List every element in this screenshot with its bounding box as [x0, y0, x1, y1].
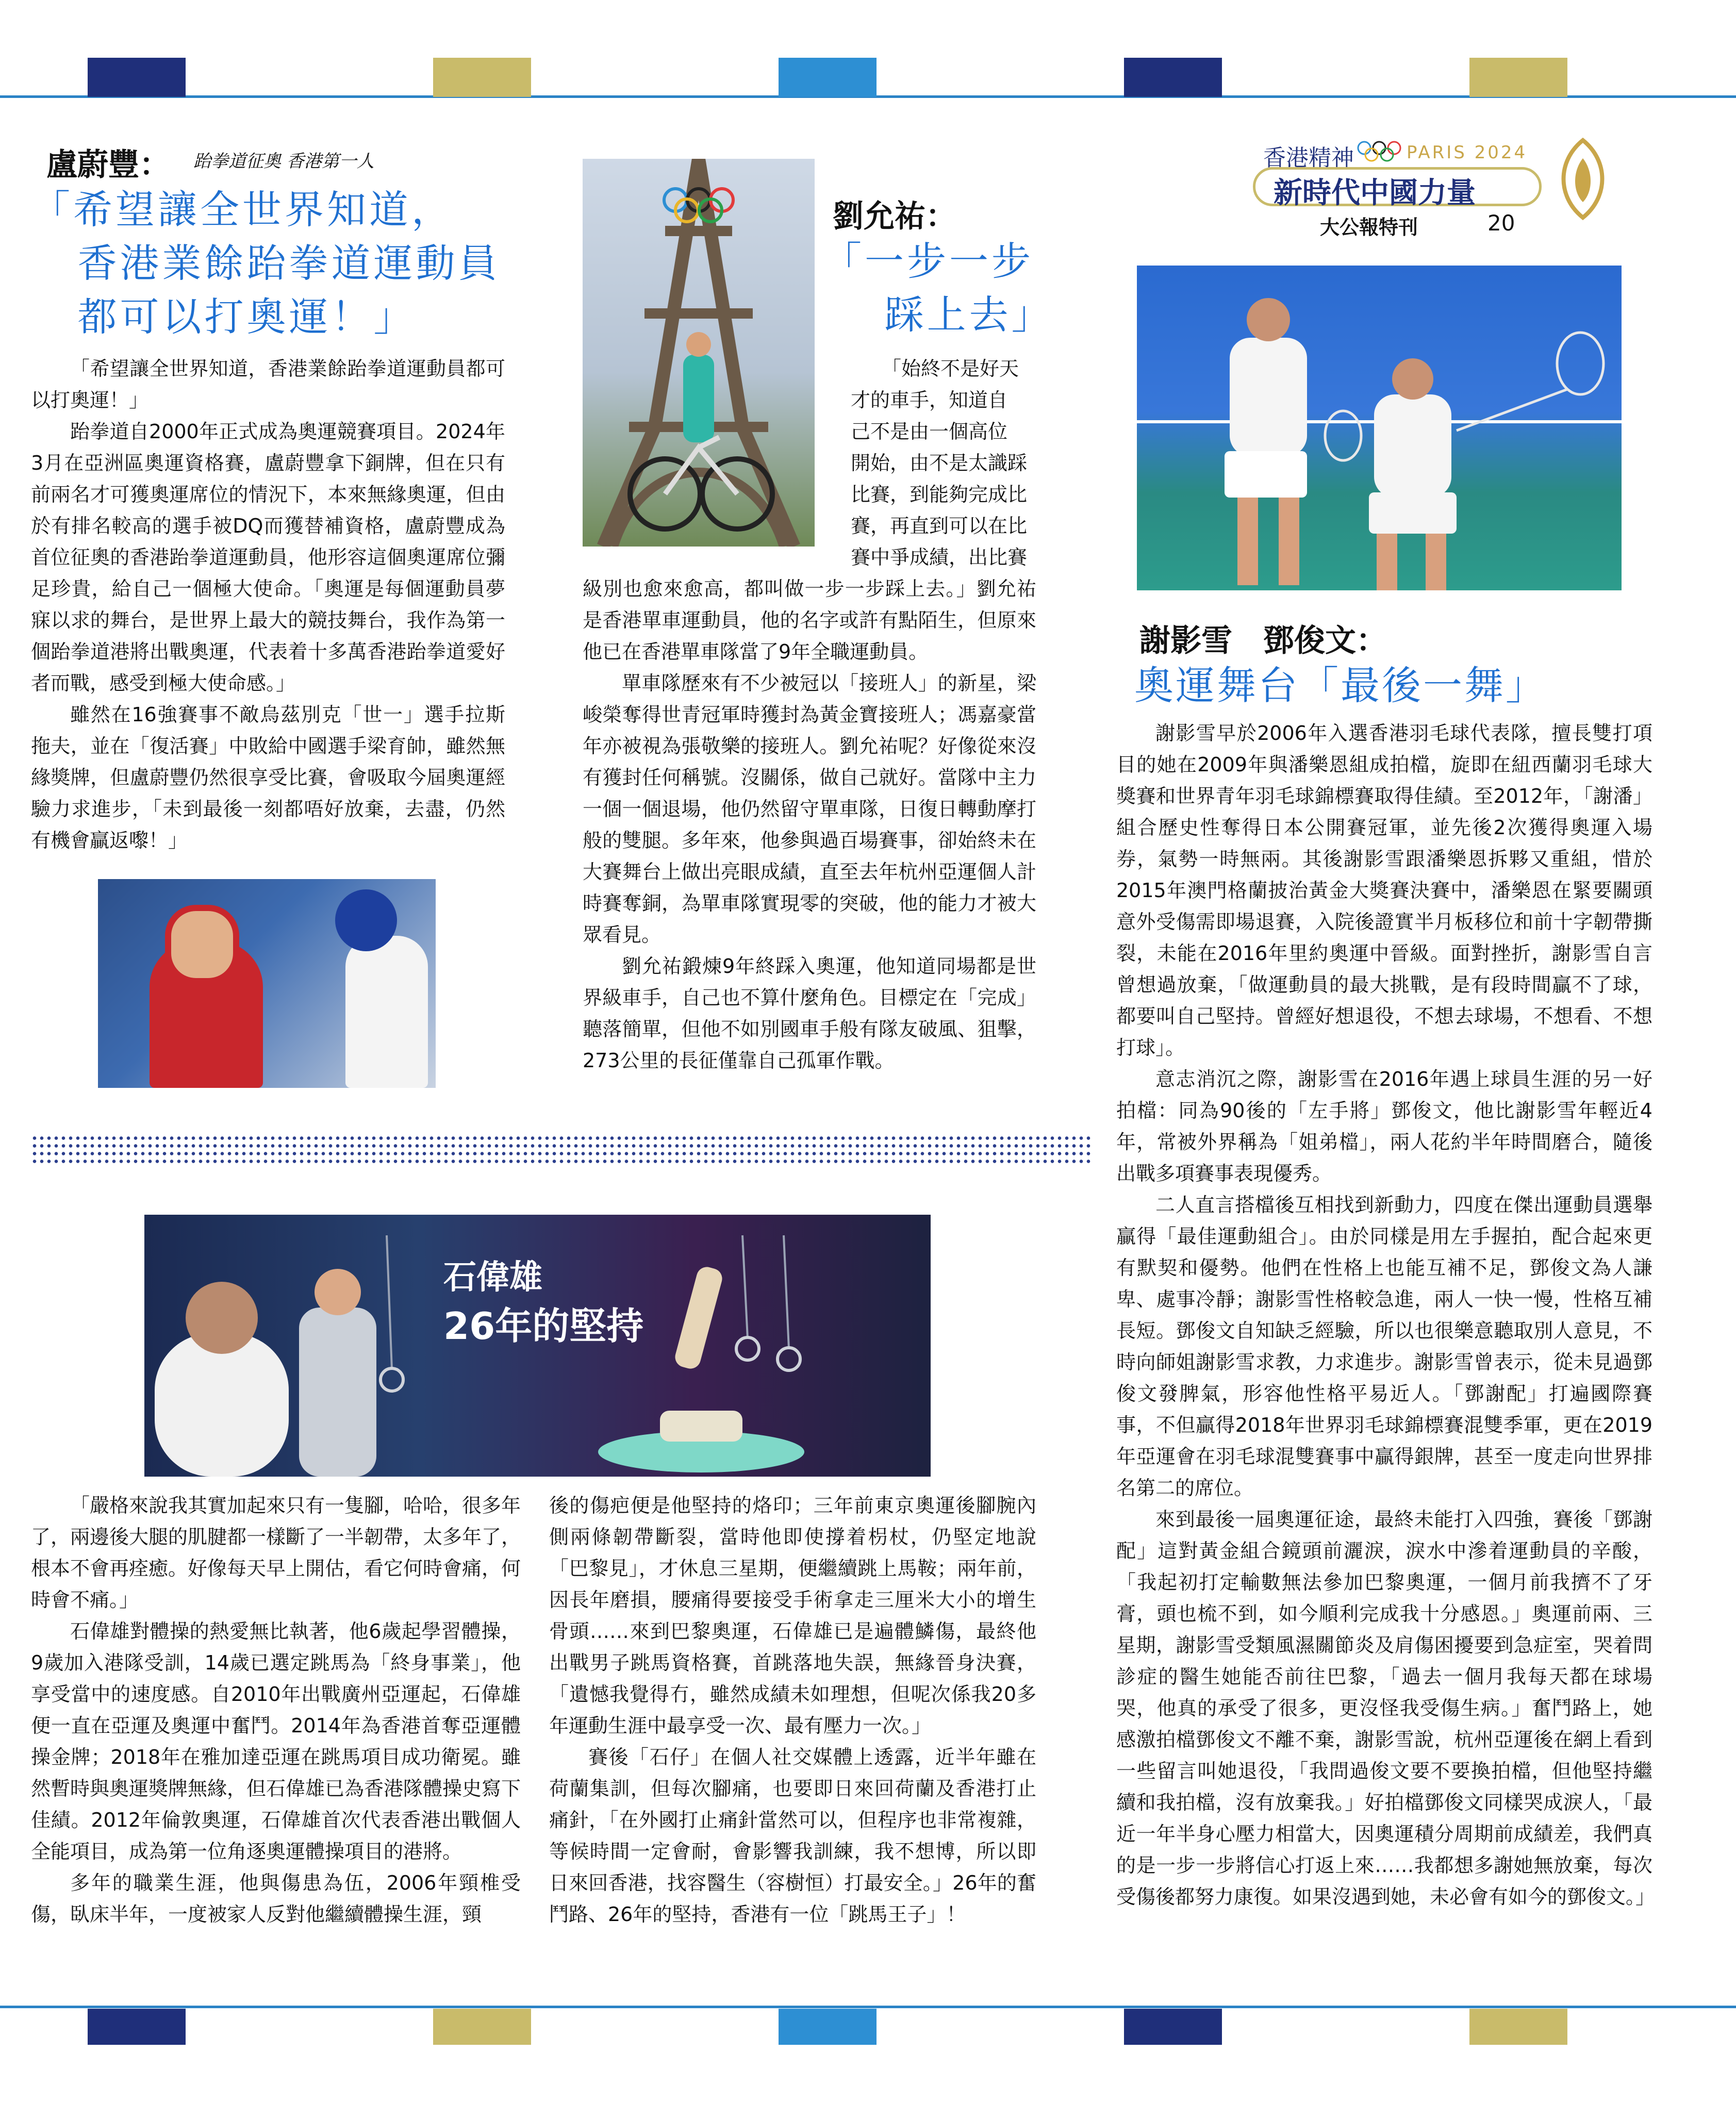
article-shek-paragraph: 賽後「石仔」在個人社交媒體上透露，近半年雖在荷蘭集訓，但每次腳痛，也要即日來回荷蘭及香港打止痛針，「在外國打止痛針當然可以，但程序也非常複雜，等候時間一定會耐，會影響我訓練，我不想博，所以即日來回香港，找容醫生（容樹恒）打最安全。」26年的奮鬥路、26年的堅持，香港有一位「跳馬王子」！ — [549, 1746, 1036, 1926]
article-shek-col1 — [31, 1490, 521, 1930]
publication-name: 大公報特刊 — [1320, 216, 1418, 239]
top-square — [433, 58, 531, 97]
paris-2024-flame-icon — [1547, 135, 1619, 223]
article-lo-subtitle: 跆拳道征奧 香港第一人 — [193, 151, 374, 172]
article-tse-paragraph: 來到最後一屆奧運征途，最終未能打入四強，賽後「鄧謝配」這對黃金組合鏡頭前灑淚，淚水中滲着運動員的辛酸，「我起初打定輸數無法參加巴黎奧運，一個月前我擠不了牙膏，頭也梳不到，如今順利完成我十分感恩。」奧運前兩、三星期，謝影雪受類風濕關節炎及肩傷困擾要到急症室，哭着問診症的醫生她能否前往巴黎，「過去一個月我每天都在球場哭，他真的承受了很多，更沒怪我受傷生病。」奮鬥路上，她感激拍檔鄧俊文不離不棄，謝影雪說，杭州亞運後在網上看到一些留言叫她退役，「我問過俊文要不要換拍檔，但他堅持繼續和我拍檔，沒有放棄我。」好拍檔鄧俊文同樣哭成淚人，「最近一年半身心壓力相當大，因奧運積分周期前成績差，我們真的是一步一步將信心打返上來……我都想多謝她無放棄，每次受傷後都努力康復。如果沒遇到她，未必會有如今的鄧俊文。」 — [1116, 1508, 1656, 1908]
bottom-square — [88, 2009, 186, 2045]
fighter-blue — [345, 936, 428, 1088]
article-lo-name: 盧蔚豐： — [46, 147, 170, 183]
article-lau-intro-line: 賽中爭成績，出比賽 — [851, 546, 1028, 569]
bottom-square — [779, 2009, 877, 2045]
article-shek-col2 — [549, 1490, 1036, 1930]
article-lo-paragraph: 雖然在16強賽事不敵烏茲別克「世一」選手拉斯拖夫，並在「復活賽」中敗給中國選手梁育帥，雖然無緣獎牌，但盧蔚豐仍然很享受比賽，會吸取今屆奧運經驗力求進步，「未到最後一刻都唔好放棄，去盡，仍然有機會贏返嚟！」 — [31, 703, 505, 852]
article-lau-intro-line: 才的車手，知道自 — [851, 389, 1008, 411]
masthead — [1253, 135, 1717, 249]
article-lo-paragraph: 「希望讓全世界知道，香港業餘跆拳道運動員都可以打奧運！」 — [31, 357, 505, 411]
article-tse-quote: 奧運舞台「最後一舞」 — [1134, 663, 1547, 708]
article-lo-quote: 「希望讓全世界知道， 香港業餘跆拳道運動員 都可以打奧運！」 — [31, 187, 501, 340]
article-lau-intro — [851, 353, 1036, 573]
bottom-square — [433, 2009, 531, 2045]
badminton-players-graphic — [1137, 266, 1622, 590]
article-lau-intro-line: 「始終不是好天 — [882, 357, 1019, 380]
article-tse-body — [1116, 718, 1656, 1913]
shek-banner-name: 石偉雄 — [443, 1258, 542, 1297]
taekwondo-photo — [98, 879, 436, 1088]
top-square — [88, 58, 186, 97]
bottom-rule — [0, 2006, 1736, 2008]
badminton-photo — [1137, 266, 1622, 590]
bottom-square — [1124, 2009, 1222, 2045]
eiffel-tower-cyclist-photo — [583, 159, 815, 547]
article-shek-paragraph: 後的傷疤便是他堅持的烙印；三年前東京奧運後腳腕內側兩條韌帶斷裂，當時他即使撐着枴杖，仍堅定地說「巴黎見」，才休息三星期，便繼續跳上馬鞍；兩年前，因長年磨損，腰痛得要接受手術拿走三厘米大小的增生骨頭……來到巴黎奧運，石偉雄已是遍體鱗傷，最終他出戰男子跳馬資格賽，首跳落地失誤，無緣晉身決賽，「遺憾我覺得冇，雖然成績未如理想，但呢次係我20多年運動生涯中最享受一次、最有壓力一次。」 — [549, 1494, 1036, 1737]
article-lau-paragraph: 級別也愈來愈高，都叫做一步一步踩上去。」劉允祐是香港單車運動員，他的名字或許有點陌生，但原來他已在香港單車隊當了9年全職運動員。 — [583, 577, 1036, 663]
article-tse-paragraph: 意志消沉之際，謝影雪在2016年遇上球員生涯的另一好拍檔：同為90後的「左手將」鄧俊文，他比謝影雪年輕近4年，常被外界稱為「姐弟檔」，兩人花約半年時間磨合，隨後出戰多項賽事表現優秀。 — [1116, 1068, 1652, 1185]
article-shek-paragraph: 石偉雄對體操的熱愛無比執著，他6歲起學習體操，9歲加入港隊受訓，14歲已選定跳馬為「終身事業」，他享受當中的速度感。自2010年出戰廣州亞運起，石偉雄便一直在亞運及奧運中奮鬥。2014年為香港首奪亞運體操金牌；2018年在雅加達亞運在跳馬項目成功衛冕。雖然暫時與奧運獎牌無緣，但石偉雄已為香港隊體操史寫下佳績。2012年倫敦奧運，石偉雄首次代表香港出戰個人全能項目，成為第一位角逐奧運體操項目的港將。 — [31, 1620, 521, 1863]
top-square — [1124, 58, 1222, 97]
article-lau-intro-line: 開始，由不是太識踩 — [851, 452, 1028, 474]
article-lau-paragraph: 單車隊歷來有不少被冠以「接班人」的新星，梁峻榮奪得世青冠軍時獲封為黃金寶接班人；馮嘉豪當年亦被視為張敬樂的接班人。劉允祐呢？好像從來沒有獲封任何稱號。沒關係，做自己就好。當隊中主力一個一個退場，他仍然留守單車隊，日復日轉動摩打般的雙腿。多年來，他參與過百場賽事，卻始終未在大賽舞台上做出亮眼成績，直至去年杭州亞運個人計時賽奪銅，為單車隊實現零的突破，他的能力才被大眾看見。 — [583, 672, 1036, 946]
article-lau-intro-line: 比賽，到能夠完成比 — [851, 483, 1028, 506]
article-tse-name: 謝影雪 鄧俊文： — [1139, 623, 1387, 659]
page-number: 20 — [1487, 210, 1515, 236]
article-lau-intro-line: 賽，再直到可以在比 — [851, 515, 1028, 537]
article-shek-paragraph: 「嚴格來說我其實加起來只有一隻腳，哈哈，很多年了，兩邊後大腿的肌腱都一樣斷了一半韌帶，太多年了，根本不會再痊癒。好像每天早上開估，看它何時會痛，何時會不痛。」 — [31, 1494, 521, 1611]
article-lau-body — [583, 573, 1036, 1077]
olympic-rings-icon — [1356, 140, 1402, 163]
shek-banner-title: 26年的堅持 — [443, 1304, 644, 1348]
article-tse-paragraph: 二人直言搭檔後互相找到新動力，四度在傑出運動員選舉贏得「最佳運動組合」。由於同樣是用左手握拍，配合起來更有默契和優勢。他們在性格上也能互補不足，鄧俊文為人謙卑、處事冷靜；謝影雪性格較急進，兩人一快一慢，性格互補長短。鄧俊文自知缺乏經驗，所以也很樂意聽取別人意見，不時向師姐謝影雪求教，力求進步。謝影雪曾表示，從未見過鄧俊文發脾氣，形容他性格平易近人。「鄧謝配」打遍國際賽事，不但贏得2018年世界羽毛球錦標賽混雙季軍，更在2019年亞運會在羽毛球混雙賽事中贏得銀牌，甚至一度走向世界排名第二的席位。 — [1116, 1194, 1652, 1499]
article-lau-paragraph: 劉允祐鍛煉9年終踩入奧運，他知道同場都是世界級車手，自己也不算什麼角色。目標定在「完成」聽落簡單，但他不如別國車手般有隊友破風、狙擊，273公里的長征僅靠自己孤軍作戰。 — [583, 955, 1036, 1072]
article-lo-paragraph: 跆拳道自2000年正式成為奧運競賽項目。2024年3月在亞洲區奧運資格賽，盧蔚豐拿下銅牌，但在只有前兩名才可獲奧運席位的情況下，本來無緣奧運，但由於有排名較高的選手被DQ而獲替補資格，盧蔚豐成為首位征奧的香港跆拳道運動員，他形容這個奧運席位彌足珍貴，給自己一個極大使命。「奧運是每個運動員夢寐以求的舞台，是世界上最大的競技舞台，我作為第一個跆拳道港將出戰奧運，代表着十多萬香港跆拳道愛好者而戰，感受到極大使命感。」 — [31, 420, 505, 694]
eiffel-tower-icon — [583, 159, 815, 547]
top-square — [779, 58, 877, 97]
bottom-square — [1469, 2009, 1567, 2045]
dotted-separator — [31, 1134, 1093, 1165]
article-shek-paragraph: 多年的職業生涯，他與傷患為伍，2006年頸椎受傷，臥床半年，一度被家人反對他繼續體操生涯，頸 — [31, 1872, 521, 1926]
article-lau-intro-line: 己不是由一個高位 — [851, 420, 1008, 443]
article-tse-paragraph: 謝影雪早於2006年入選香港羽毛球代表隊，擅長雙打項目的她在2009年與潘樂恩組成拍檔，旋即在紐西蘭羽毛球大獎賽和世界青年羽毛球錦標賽取得佳績。至2012年，「謝潘」組合歷史性奪得日本公開賽冠軍，並先後2次獲得奧運入場券，氣勢一時無兩。其後謝影雪跟潘樂恩拆夥又重組，惜於2015年澳門格蘭披治黃金大獎賽決賽中，潘樂恩在緊要關頭意外受傷需即場退賽，入院後證實半月板移位和前十字韌帶撕裂，未能在2016年里約奧運中晉級。面對挫折，謝影雪自言曾想過放棄，「做運動員的最大挑戰，是有段時間贏不了球，都要叫自己堅持。曾經好想退役，不想去球場，不想看、不想打球」。 — [1116, 722, 1652, 1059]
article-lau-quote: 「一步一步 踩上去」 — [822, 238, 1054, 338]
masthead-subtitle: 新時代中國力量 — [1274, 176, 1476, 210]
masthead-series: 香港精神 — [1263, 145, 1354, 171]
top-square — [1469, 58, 1567, 97]
article-lau-name: 劉允祐： — [833, 198, 956, 235]
fighter-blue-head — [335, 889, 397, 951]
fighter-red-head — [165, 905, 239, 984]
article-lo-body — [31, 353, 505, 856]
paris-2024-logo-text: PARIS 2024 — [1407, 142, 1528, 163]
gymnastics-banner-photo — [144, 1215, 931, 1477]
